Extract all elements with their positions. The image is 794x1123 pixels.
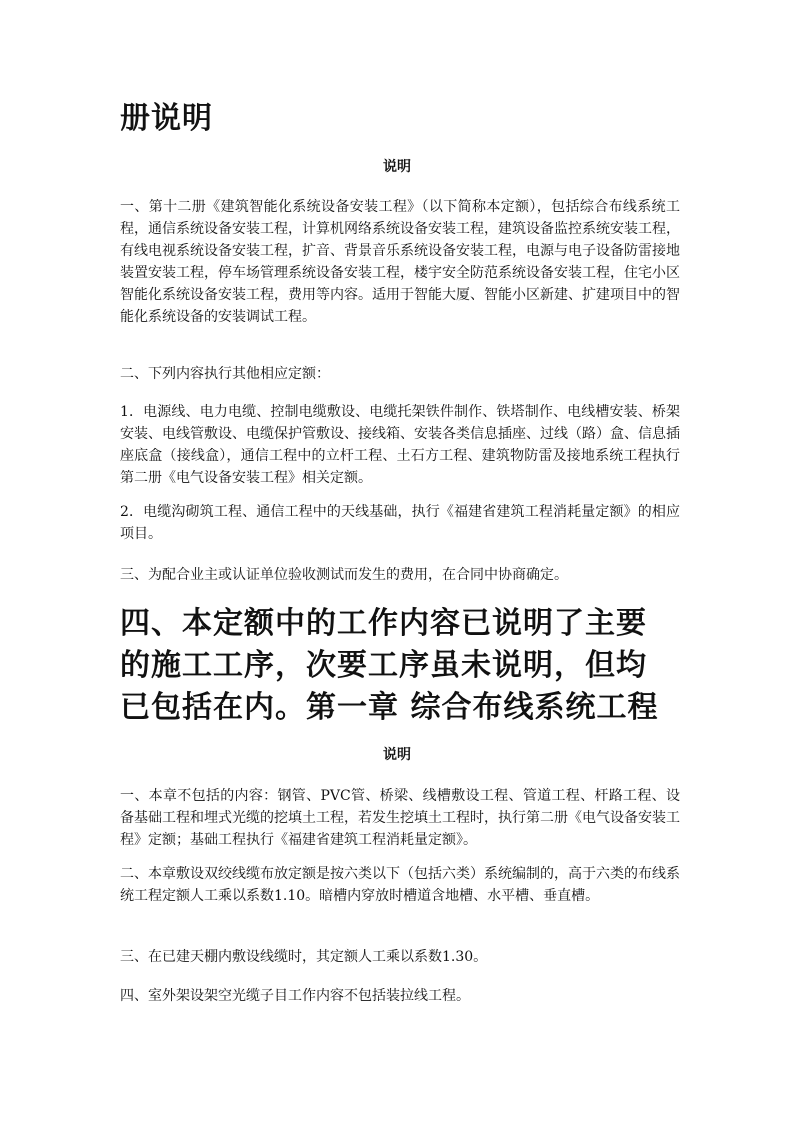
paragraph: 三、在已建天棚内敷设线缆时，其定额人工乘以系数1.30。 xyxy=(120,949,488,965)
paragraph: 1．电源线、电力电缆、控制电缆敷设、电缆托架铁件制作、铁塔制作、电线槽安装、桥架安装、电线管敷设、电缆保护管敷设、接线箱、安装各类信息插座、过线（路）盒、信息插座底盒（接线盒），通信工程中的立杆工程、土石方工程、建筑物防雷及接地系统工程执行第二册《电气设备安装工程》相关定额。 xyxy=(120,404,680,486)
section-title: 说明 xyxy=(383,159,411,175)
paragraph: 四、室外架设架空光缆子目工作内容不包括装拉线工程。 xyxy=(120,988,470,1004)
chapter-heading-line: 四、本定额中的工作内容已说明了主要 xyxy=(120,606,647,641)
paragraph: 二、下列内容执行其他相应定额： xyxy=(120,366,330,382)
paragraph: 2．电缆沟砌筑工程、通信工程中的天线基础，执行《福建省建筑工程消耗量定额》的相应项目。 xyxy=(120,504,680,542)
chapter-heading-line: 已包括在内。第一章 综合布线系统工程 xyxy=(120,690,659,725)
paragraph: 三、为配合业主或认证单位验收测试而发生的费用，在合同中协商确定。 xyxy=(120,567,568,583)
paragraph: 一、第十二册《建筑智能化系统设备安装工程》（以下简称本定额），包括综合布线系统工程，通信系统设备安装工程，计算机网络系统设备安装工程，建筑设备监控系统安装工程，有线电视系统设备安装工程，扩音、背景音乐系统设备安装工程，电源与电子设备防雷接地装置安装工程，停车场管理系统设备安装工程，楼宇安全防范系统设备安装工程，住宅小区智能化系统设备安装工程，费用等内容。适用于智能大厦、智能小区新建、扩建项目中的智能化系统设备的安装调试工程。 xyxy=(120,199,680,325)
paragraph: 二、本章敷设双绞线缆布放定额是按六类以下（包括六类）系统编制的，高于六类的布线系统工程定额人工乘以系数1.10。暗槽内穿放时槽道含地槽、水平槽、垂直槽。 xyxy=(120,866,680,904)
paragraph: 一、本章不包括的内容：钢管、PVC管、桥梁、线槽敷设工程、管道工程、杆路工程、设备基础工程和埋式光缆的挖填土工程，若发生挖填土工程时，执行第二册《电气设备安装工程》定额；基础工程执行《福建省建筑工程消耗量定额》。 xyxy=(120,788,680,848)
section-title: 说明 xyxy=(383,747,411,763)
chapter-heading-line: 的施工工序，次要工序虽未说明，但均 xyxy=(120,648,647,683)
chapter-heading xyxy=(120,603,700,729)
volume-heading: 册说明 xyxy=(120,101,213,136)
